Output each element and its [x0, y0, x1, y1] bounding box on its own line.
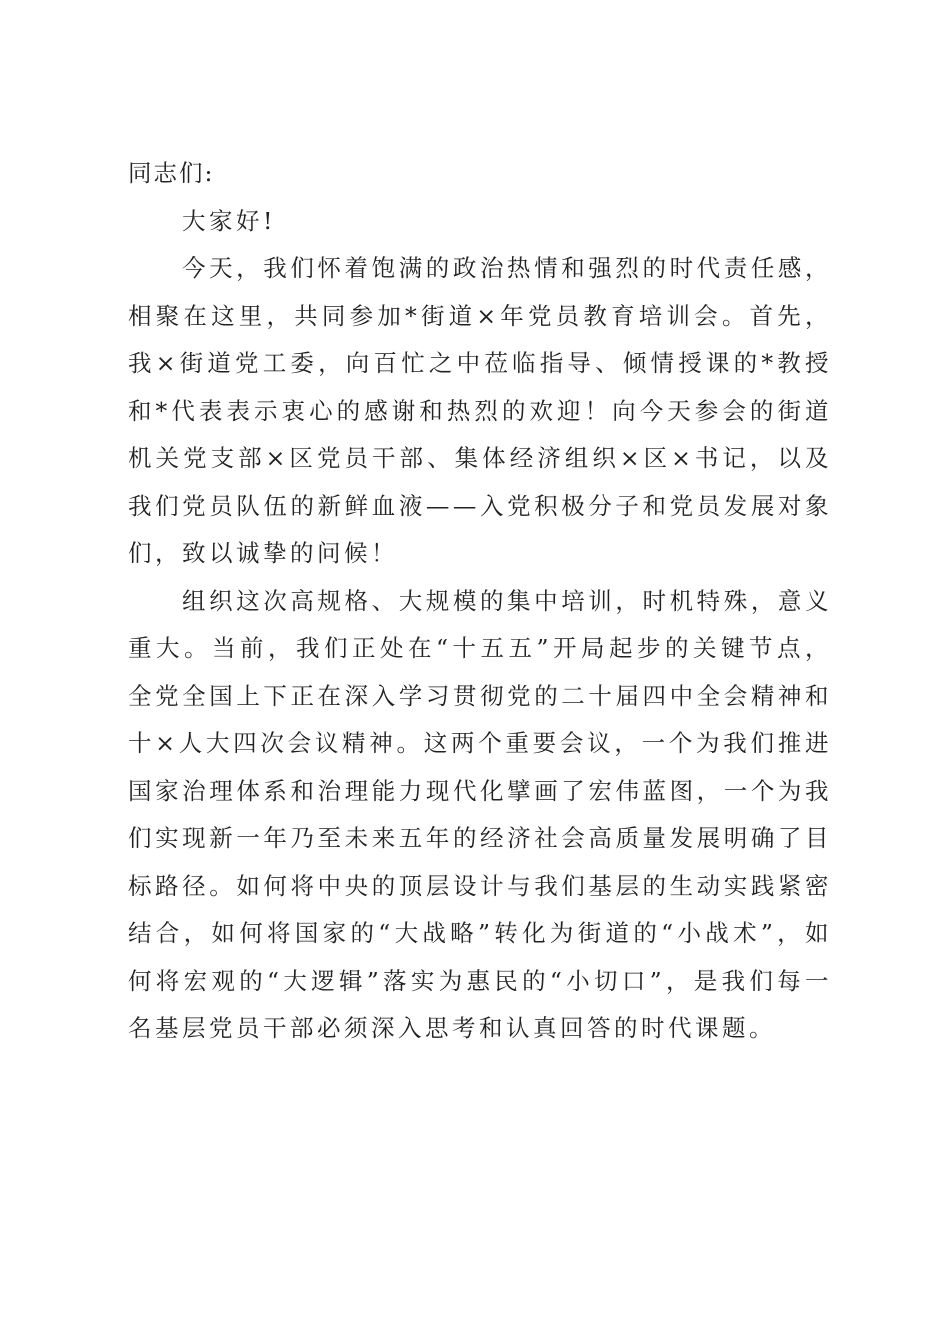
paragraph-opening: 今天，我们怀着饱满的政治热情和强烈的时代责任感，相聚在这里，共同参加*街道×年党员教育培训会。首先，我×街道党工委，向百忙之中莅临指导、倾情授课的*教授和*代表表示衷心的感谢和热烈的欢迎！向今天参会的街道机关党支部×区党员干部、集体经济组织×区×书记，以及我们党员队伍的新鲜血液——入党积极分子和党员发展对象们，致以诚挚的问候！ [128, 254, 832, 567]
greeting: 大家好! [182, 206, 276, 235]
paragraph-significance: 组织这次高规格、大规模的集中培训，时机特殊，意义重大。当前，我们正处在“十五五”开局起步的关键节点，全党全国上下正在深入学习贯彻党的二十届四中全会精神和十×人大四次会议精神。这两个重要会议，一个为我们推进国家治理体系和治理能力现代化擘画了宏伟蓝图，一个为我们实现新一年乃至未来五年的经济社会高质量发展明确了目标路径。如何将中央的顶层设计与我们基层的生动实践紧密结合，如何将国家的“大战略”转化为街道的“小战术”，如何将宏观的“大逻辑”落实为惠民的“小切口”，是我们每一名基层党员干部必须深入思考和认真回答的时代课题。 [128, 586, 832, 1042]
document-body [128, 150, 832, 1053]
salutation: 同志们: [128, 159, 215, 187]
